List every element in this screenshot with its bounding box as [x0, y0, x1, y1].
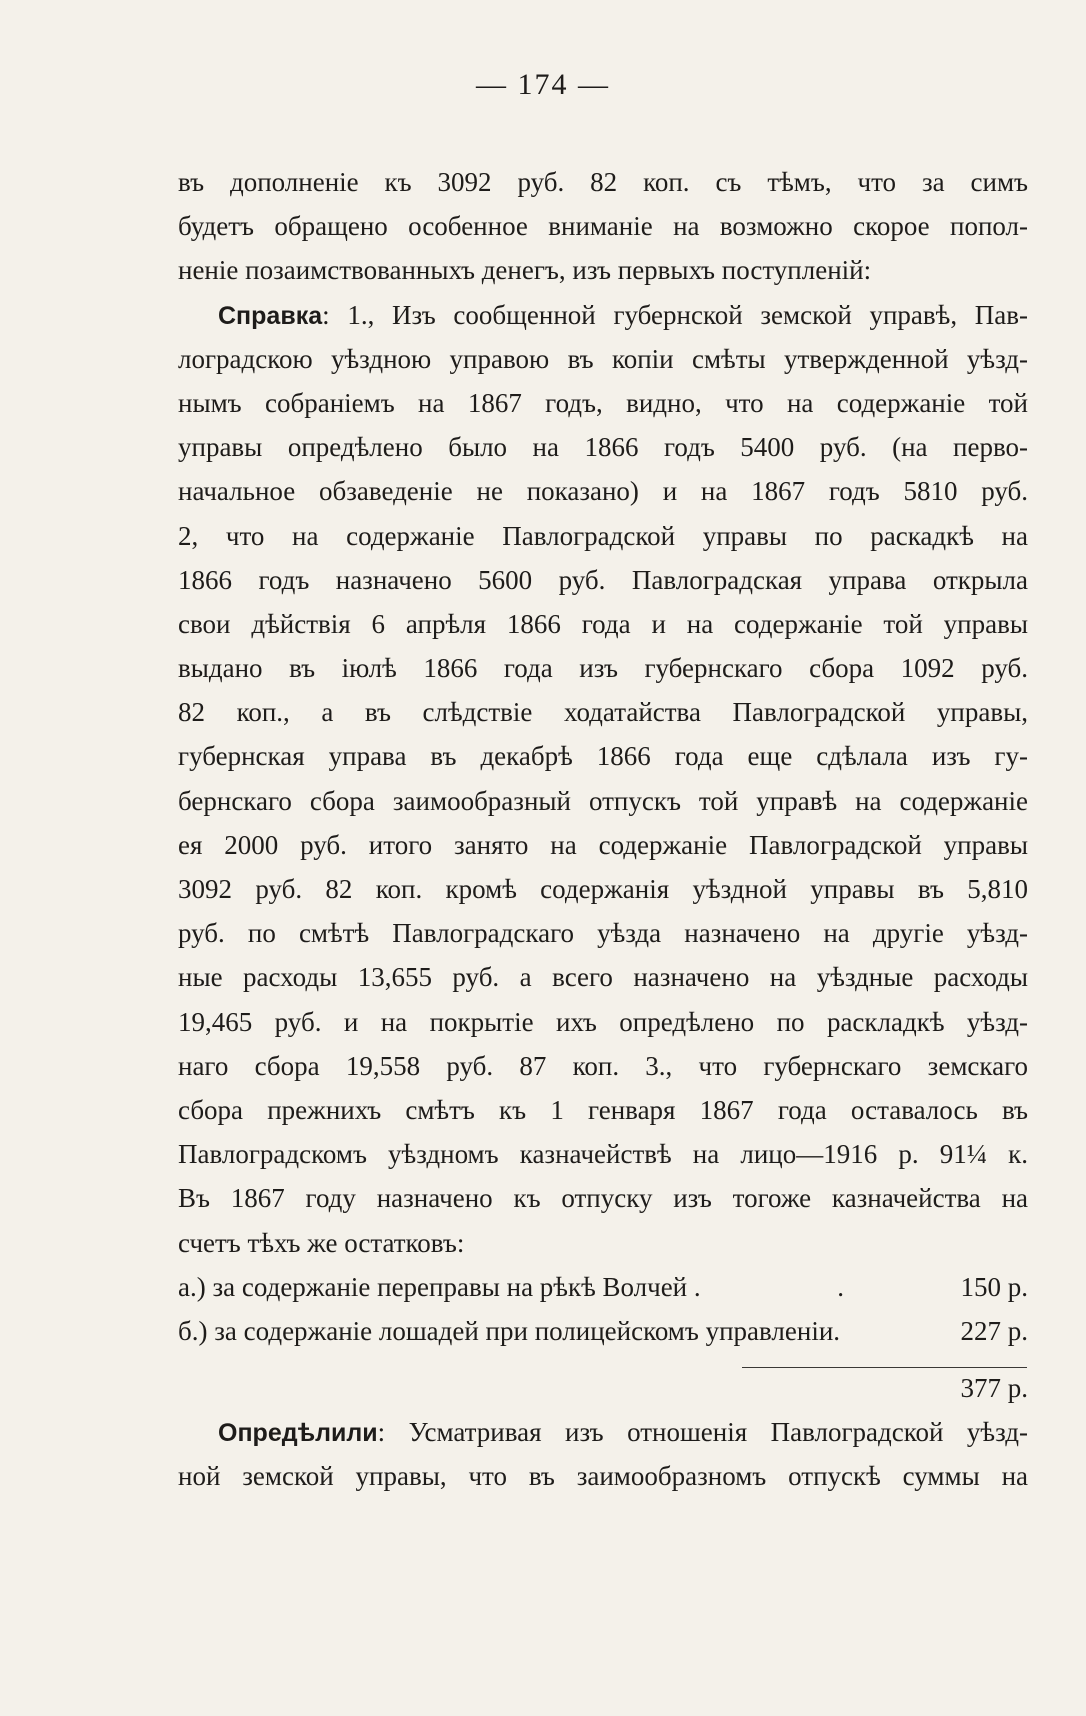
text-line: лоградскою уѣздною управою въ копіи смѣты утвержденной уѣзд- [178, 343, 1028, 374]
opredelili-first-text: : Усматривая изъ отношенія Павлоградской уѣзд- [377, 1417, 1028, 1447]
opredelili-label: Опредѣлили [218, 1419, 378, 1447]
expense-item-dot: . [837, 1271, 844, 1302]
text-line: управы опредѣлено было на 1866 годъ 5400 руб. (на перво- [178, 432, 1028, 463]
expense-total: 377 р. [960, 1373, 1028, 1403]
opredelili-block [178, 1410, 1028, 1498]
text-line: 1866 годъ назначено 5600 руб. Павлоградская управа открыла [178, 564, 1028, 595]
text-line: руб. по смѣтѣ Павлоградскаго уѣзда назначено на другіе уѣзд- [178, 918, 1028, 949]
expense-item-label: а.) за содержаніе переправы на рѣкѣ Волчей . [178, 1271, 701, 1302]
expense-item-amount: 227 р. [960, 1315, 1028, 1346]
text-line: выдано въ іюлѣ 1866 года изъ губернскаго сбора 1092 руб. [178, 653, 1028, 684]
text-line: свои дѣйствія 6 апрѣля 1866 года и на содержаніе той управы [178, 608, 1028, 639]
text-line: Павлоградскомъ уѣздномъ казначействѣ на лицо—1916 р. 91¼ к. [178, 1139, 1028, 1170]
text-line: ной земской управы, что въ заимообразномъ отпускѣ суммы на [178, 1461, 1028, 1492]
spravka-first-text: : 1., Изъ сообщенной губернской земской управѣ, Пав- [322, 299, 1028, 330]
text-line: 3092 руб. 82 коп. кромѣ содержанія уѣздной управы въ 5,810 [178, 874, 1028, 904]
expense-item-amount: 150 р. [960, 1271, 1028, 1302]
text-line: наго сбора 19,558 руб. 87 коп. 3., что губернскаго земскаго [178, 1050, 1028, 1081]
spravka-label: Справка [218, 301, 323, 330]
expense-item-b [178, 1309, 1028, 1353]
expense-item-a [178, 1265, 1028, 1309]
opredelili-first-line [178, 1410, 1028, 1454]
text-line: 19,465 руб. и на покрытіе ихъ опредѣлено по раскладкѣ уѣзд- [178, 1006, 1028, 1037]
text-line: губернская управа въ декабрѣ 1866 года еще сдѣлала изъ гу- [178, 741, 1028, 772]
text-line: счетъ тѣхъ же остатковъ: [178, 1227, 465, 1258]
text-line: начальное обзаведеніе не показано) и на 1867 годъ 5810 руб. [178, 476, 1028, 507]
text-line: ея 2000 руб. итого занято на содержаніе Павлоградской управы [178, 829, 1028, 860]
text-line: въ дополненіе къ 3092 руб. 82 коп. съ тѣмъ, что за симъ [178, 167, 1028, 197]
text-line: неніе позаимствованныхъ денегъ, изъ первыхъ поступленій: [178, 255, 872, 286]
text-line: ные расходы 13,655 руб. а всего назначено на уѣздные расходы [178, 962, 1028, 993]
expense-item-dot [840, 1309, 950, 1353]
text-line: 82 коп., а въ слѣдствіе ходатайства Павлоградской управы, [178, 697, 1028, 728]
text-line: бернскаго сбора заимообразный отпускъ той управѣ на содержаніе [178, 785, 1028, 816]
expense-item-label: б.) за содержаніе лошадей при полицейскомъ управленіи. [178, 1315, 841, 1346]
text-line: 2, что на содержаніе Павлоградской управы по раскадкѣ на [178, 520, 1028, 551]
page-number: — 174 — [476, 68, 610, 101]
spravka-first-line [178, 293, 1028, 337]
text-line: будетъ обращено особенное вниманіе на возможно скорое попол- [178, 211, 1028, 242]
text-line: нымъ собраніемъ на 1867 годъ, видно, что на содержаніе той [178, 387, 1028, 418]
text-line: Въ 1867 году назначено къ отпуску изъ тогоже казначейства на [178, 1183, 1028, 1214]
body-text [178, 160, 1028, 1353]
text-line: сбора прежнихъ смѣтъ къ 1 генваря 1867 года оставалось въ [178, 1094, 1028, 1125]
